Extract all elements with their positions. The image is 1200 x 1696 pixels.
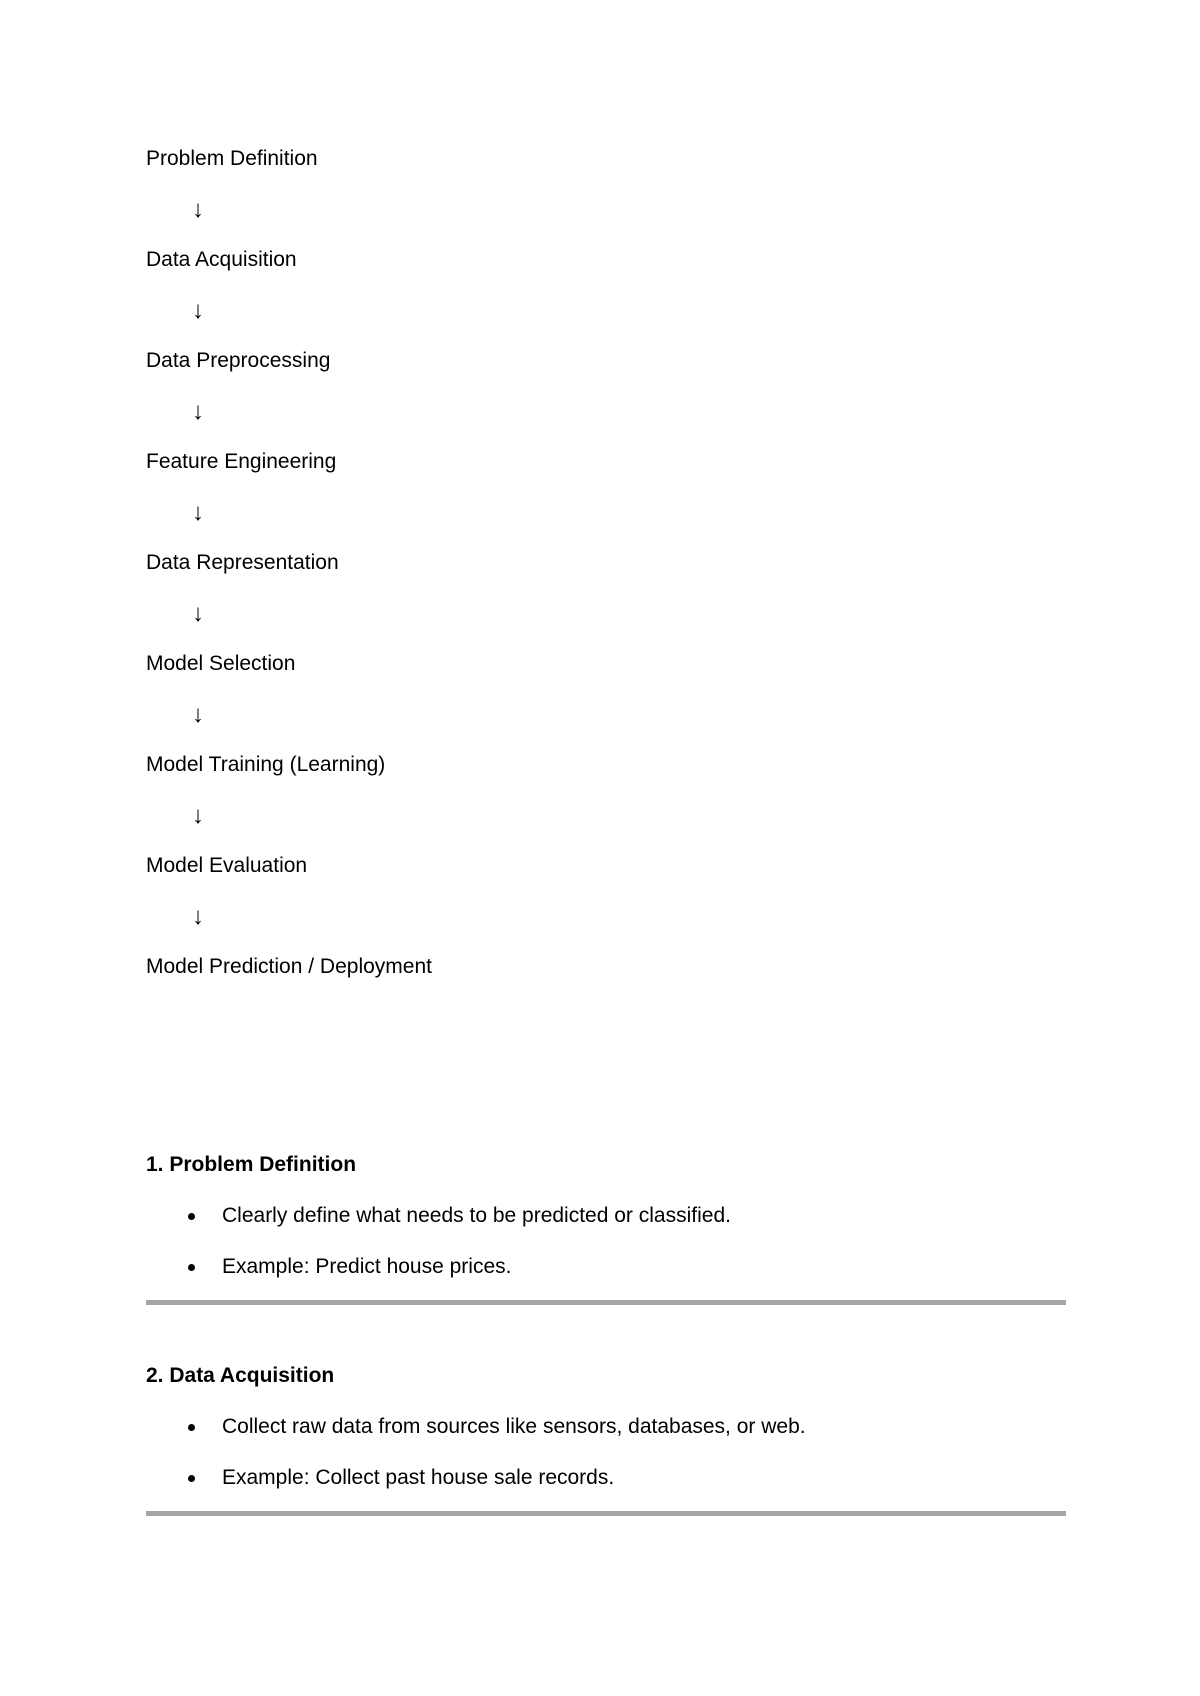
down-arrow-icon: ↓: [192, 196, 204, 223]
flow-step-problem-definition: Problem Definition: [146, 147, 318, 170]
list-item: [146, 1199, 1066, 1233]
list-item-text: Example: Predict house prices.: [222, 1255, 512, 1278]
flow-step-data-acquisition: Data Acquisition: [146, 248, 297, 271]
list-item-text: Example: Collect past house sale records.: [222, 1466, 615, 1489]
flow-step-model-training: Model Training (Learning): [146, 753, 386, 776]
section-data-acquisition: [146, 1359, 1066, 1516]
bullet-icon: [188, 1475, 195, 1482]
down-arrow-icon: ↓: [192, 499, 204, 526]
list-item: [146, 1250, 1066, 1284]
down-arrow-icon: ↓: [192, 297, 204, 324]
list-item: [146, 1461, 1066, 1495]
flow-step-model-prediction-deployment: Model Prediction / Deployment: [146, 955, 432, 978]
bullet-list: [146, 1410, 1066, 1495]
down-arrow-icon: ↓: [192, 802, 204, 829]
flow-step-data-preprocessing: Data Preprocessing: [146, 349, 331, 372]
list-item: [146, 1410, 1066, 1444]
bullet-list: [146, 1199, 1066, 1284]
flow-step-model-selection: Model Selection: [146, 652, 296, 675]
section-problem-definition: [146, 1148, 1066, 1305]
list-item-text: Collect raw data from sources like sensors, databases, or web.: [222, 1415, 806, 1438]
bullet-icon: [188, 1213, 195, 1220]
sections-container: [146, 1148, 1066, 1570]
section-heading: 2. Data Acquisition: [146, 1364, 335, 1387]
workflow-flowchart: [146, 142, 846, 984]
down-arrow-icon: ↓: [192, 701, 204, 728]
down-arrow-icon: ↓: [192, 903, 204, 930]
horizontal-divider: [146, 1511, 1066, 1516]
down-arrow-icon: ↓: [192, 600, 204, 627]
horizontal-divider: [146, 1300, 1066, 1305]
flow-step-data-representation: Data Representation: [146, 551, 339, 574]
section-heading: 1. Problem Definition: [146, 1153, 357, 1176]
bullet-icon: [188, 1264, 195, 1271]
flow-step-feature-engineering: Feature Engineering: [146, 450, 337, 473]
flow-step-model-evaluation: Model Evaluation: [146, 854, 308, 877]
list-item-text: Clearly define what needs to be predicted or classified.: [222, 1204, 731, 1227]
bullet-icon: [188, 1424, 195, 1431]
down-arrow-icon: ↓: [192, 398, 204, 425]
